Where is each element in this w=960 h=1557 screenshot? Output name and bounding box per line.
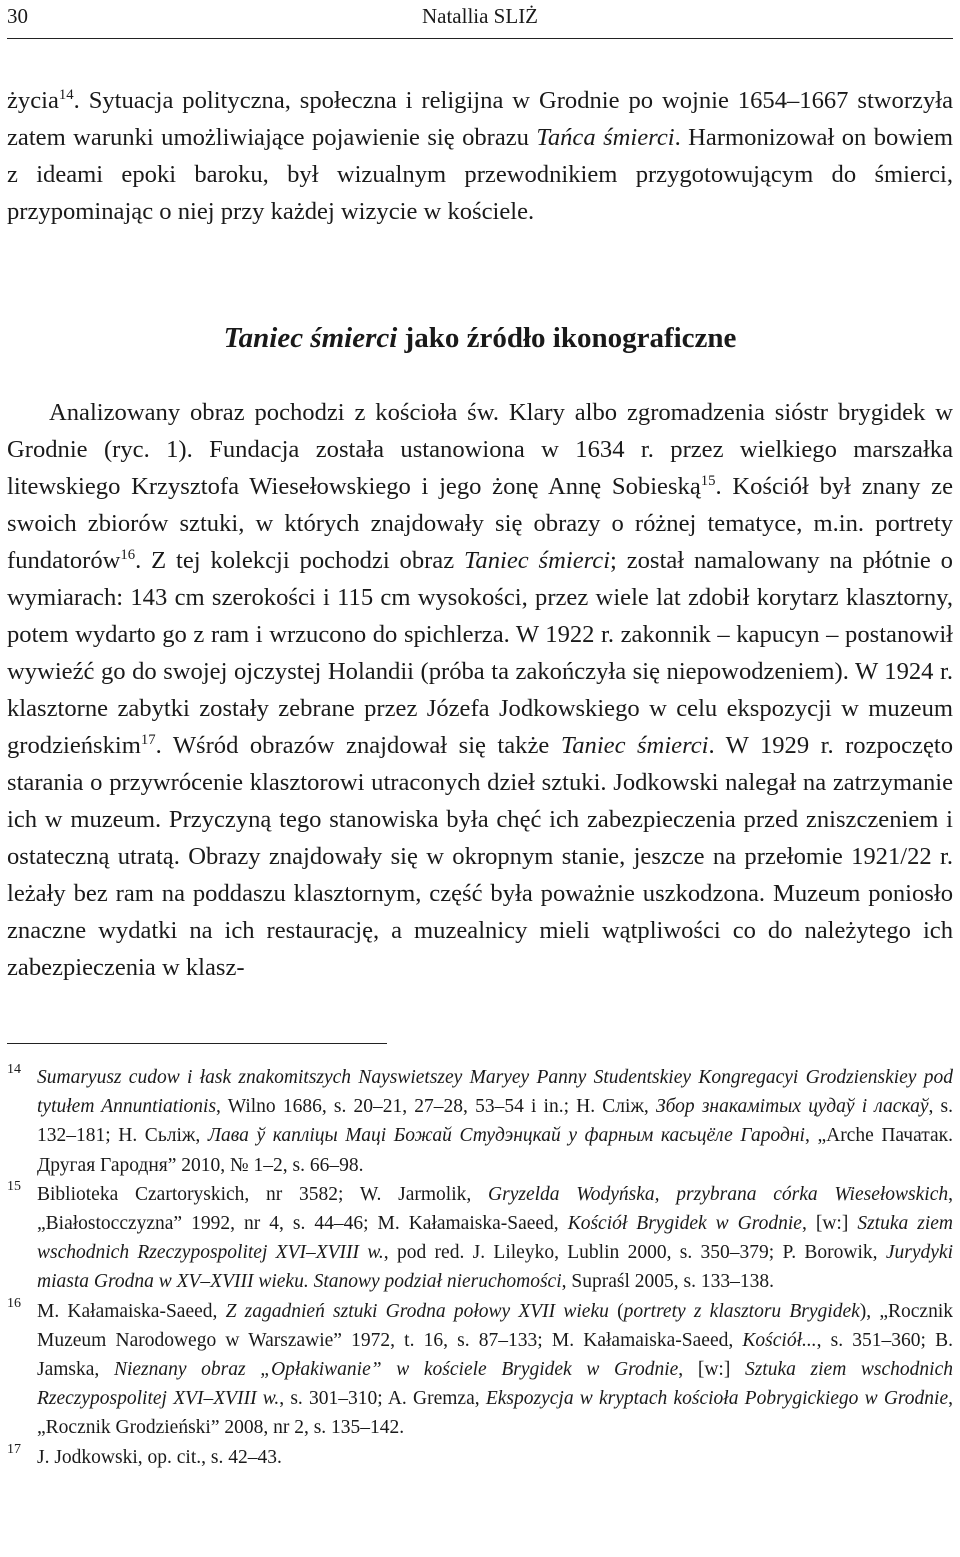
- footnote-16: [7, 1297, 953, 1443]
- body-paragraph-1: [7, 82, 953, 230]
- text-run: życia: [7, 87, 59, 114]
- page-header: [7, 4, 953, 34]
- italic-title: Taniec śmierci: [464, 547, 611, 574]
- text-run: , [w:]: [678, 1359, 745, 1381]
- text-run: . Harmonizował on bowiem z ideami epoki baroku, był wizualnym przewodnikiem przygotowującym do śmierci, przypominając o niej przy każdej wizycie w kościele.: [7, 124, 953, 225]
- italic-title: Ekspozycja w kryptach kościoła Pobrygickiego w Grodnie: [485, 1388, 949, 1410]
- italic-title: Збор знакамітых цудаў і ласкаў: [655, 1096, 929, 1118]
- section-heading: [0, 322, 960, 355]
- italic-title: Nieznany obraz „Opłakiwanie” w kościele Brygidek w Grodnie: [113, 1359, 679, 1381]
- italic-title: Tańca śmierci: [536, 124, 675, 151]
- footnote-14: [7, 1063, 953, 1180]
- footnote-number: 17: [7, 1441, 21, 1457]
- text-run: , „Rocznik Grodzieński” 2008, nr 2, s. 135–142.: [37, 1388, 953, 1439]
- text-run: M. Kałamaiska-Saeed,: [37, 1300, 226, 1322]
- heading-italic: Taniec śmierci: [223, 322, 398, 354]
- text-run: J. Jodkowski, op. cit., s. 42–43.: [37, 1446, 282, 1468]
- text-run: . W 1929 r. rozpoczęto starania o przywrócenie klasztorowi utraconych dzieł sztuki. Jodkowski nalegał na zatrzymanie ich w muzeum. Przyczyną tego stanowiska była chęć ich zabezpieczenia przed zniszczeniem i ostateczną utratą. Obrazy znajdowały się w okropnym stanie, jeszcze na przełomie 1921/22 r. leżały bez ram na poddaszu klasztornym, część była poważnie uszkodzona. Muzeum poniosło znaczne wydatki na ich restaurację, a muzealnicy mieli wątpliwości co do należytego ich zabezpieczenia w klasz-: [7, 732, 953, 981]
- text-run: ; został namalowany na płótnie o wymiarach: 143 cm szerokości i 115 cm wysokości, przez wiele lat zdobił korytarz klasztorny, potem wydarto go z ram i wrzucono do spichlerza. W 1922 r. zakonnik – kapucyn – postanowił wywieźć go do swojej ojczystej Holandii (próba ta zakończyła się niepowodzeniem). W 1924 r. klasztorne zabytki zostały zebrane przez Józefa Jodkowskiego w celu ekspozycji w muzeum grodzieńskim: [7, 547, 953, 759]
- text-run: Analizowany obraz pochodzi z kościoła św. Klary albo zgromadzenia sióstr brygidek w Grodnie (ryc. 1). Fundacja została ustanowiona w 1634 r. przez wielkiego marszałka litewskiego Krzysztofa Wiesełowskiego i jego żonę Annę Sobieską: [7, 399, 953, 500]
- italic-title: Gryzelda Wodyńska, przybrana córka Wiesełowskich: [488, 1183, 949, 1205]
- body-paragraph-2: [7, 394, 953, 986]
- footnote-number: 15: [7, 1178, 21, 1194]
- footnote-ref-16[interactable]: 16: [120, 546, 136, 563]
- footnote-separator: [7, 1043, 387, 1044]
- text-run: Biblioteka Czartoryskich, nr 3582; W. Jarmolik,: [37, 1183, 489, 1205]
- text-run: , s. 301–310; A. Gremza,: [279, 1388, 486, 1410]
- italic-title: Taniec śmierci: [560, 732, 709, 759]
- text-run: , Wilno 1686, s. 20–21, 27–28, 53–54 i in.; Н. Сліж,: [216, 1096, 656, 1118]
- italic-title: Kościół Brygidek w Grodnie: [567, 1213, 802, 1235]
- footnote-ref-14[interactable]: 14: [58, 86, 74, 103]
- footnote-17: [7, 1443, 953, 1472]
- italic-title: portrety z klasztoru Brygidek: [623, 1300, 860, 1322]
- italic-title: Лава ў капліцы Маці Божай Студэнцкай у фарным касьцёле Гародні: [207, 1125, 805, 1147]
- text-run: , „Białostocczyzna” 1992, nr 4, s. 44–46; M. Kałamaiska-Saeed,: [37, 1183, 953, 1235]
- text-run: , „Arche Пачатак. Другая Гародня” 2010, № 1–2, s. 66–98.: [37, 1125, 954, 1176]
- text-run: , [w:]: [801, 1213, 858, 1235]
- italic-title: Sztuka ziem wschodnich Rzeczypospolitej XVI–XVIII w.: [37, 1359, 953, 1410]
- text-run: . Z tej kolekcji pochodzi obraz: [135, 547, 464, 574]
- italic-title: Sztuka ziem wschodnich Rzeczypospolitej XVI–XVIII w.: [37, 1213, 953, 1264]
- footnote-number: 16: [7, 1295, 21, 1311]
- italic-title: Sumaryusz cudow i łask znakomitszych Nayswietszey Maryey Panny Studentskiey Kongregacyi Grodzienskiey pod tytułem Annuntiationis: [37, 1067, 953, 1118]
- footnotes: [7, 1063, 953, 1472]
- footnote-ref-15[interactable]: 15: [700, 472, 716, 489]
- heading-text: jako źródło ikonograficzne: [397, 322, 737, 354]
- page-number: 30: [7, 4, 28, 28]
- footnote-ref-17[interactable]: 17: [140, 731, 156, 748]
- header-rule: [7, 38, 953, 39]
- text-run: , pod red. J. Lileyko, Lublin 2000, s. 350–379; P. Borowik,: [383, 1242, 886, 1264]
- italic-title: Jurydyki miasta Grodna w XV–XVIII wieku. Stanowy podział nieruchomości: [37, 1242, 953, 1293]
- italic-title: Kościół...: [742, 1329, 817, 1351]
- italic-title: Z zagadnień sztuki Grodna połowy XVII wieku: [225, 1300, 609, 1322]
- text-run: . Sytuacja polityczna, społeczna i religijna w Grodnie po wojnie 1654–1667 stworzyła zatem warunki umożliwiające pojawienie się obrazu: [7, 87, 953, 151]
- text-run: , s. 351–360; B. Jamska,: [37, 1329, 954, 1381]
- running-head-author: Natallia SLIŻ: [421, 4, 539, 28]
- footnote-15: [7, 1180, 953, 1297]
- text-run: , s. 132–181; Н. Сьлiж,: [37, 1096, 953, 1147]
- text-run: . Kościół był znany ze swoich zbiorów sztuki, w których znajdowały się obrazy o różnej tematyce, m.in. portrety fundatorów: [7, 473, 954, 574]
- text-run: (: [608, 1300, 624, 1322]
- footnote-number: 14: [7, 1062, 21, 1077]
- text-run: . Wśród obrazów znajdował się także: [155, 732, 561, 759]
- text-run: , Supraśl 2005, s. 133–138.: [561, 1271, 774, 1293]
- text-run: ), „Rocznik Muzeum Narodowego w Warszawie” 1972, t. 16, s. 87–133; M. Kałamaiska-Saeed,: [37, 1300, 953, 1351]
